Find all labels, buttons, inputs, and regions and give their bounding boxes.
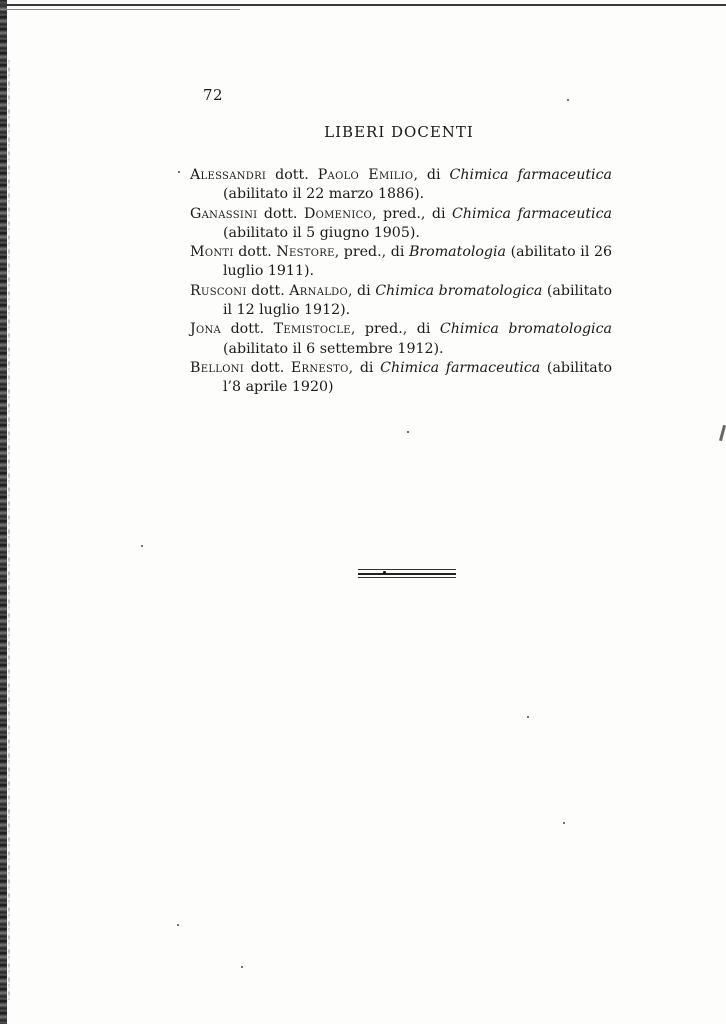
top-edge-rule	[0, 4, 726, 6]
entry-prefix: dott.	[244, 359, 291, 376]
list-item	[190, 320, 612, 359]
entry-subject: Chimica farmaceutica	[380, 359, 541, 376]
end-rule-ornament	[358, 569, 456, 578]
entry-tail: (abilitato l’8 aprile 1920)	[223, 359, 613, 396]
entry-given-name: Temistocle	[273, 321, 351, 338]
entry-surname: Alessandri	[190, 167, 267, 183]
scan-speck	[177, 924, 179, 926]
entry-subject: Chimica farmaceutica	[452, 205, 612, 222]
entry-middle: , pred., di	[350, 321, 440, 338]
entry-tail: (abilitato il 6 settembre 1912).	[223, 340, 444, 357]
entry-surname: Rusconi	[190, 282, 247, 299]
binding-edge	[0, 0, 7, 1024]
entry-middle: , pred., di	[334, 244, 409, 261]
entry-subject: Chimica farmaceutica	[449, 167, 612, 183]
entry-given-name: Paolo Emilio	[317, 167, 414, 183]
list-item	[190, 359, 612, 398]
entry-surname: Ganassini	[190, 205, 258, 222]
scan-speck	[241, 966, 243, 968]
entry-middle: , di	[413, 167, 450, 183]
list-item	[190, 243, 612, 282]
entry-prefix: dott.	[266, 167, 318, 183]
ornament-line-middle	[358, 573, 456, 575]
entry-given-name: Nestore	[276, 244, 335, 261]
list-item	[190, 166, 612, 205]
entry-surname: Jona	[190, 321, 222, 338]
ornament-line-bottom	[358, 577, 456, 578]
ornament-dot	[383, 571, 386, 574]
entry-tail: (abilitato il 22 marzo 1886).	[223, 186, 425, 203]
entry-middle: , di	[347, 282, 376, 299]
right-edge-mark	[719, 425, 726, 441]
entry-subject: Chimica bromatologica	[439, 321, 612, 338]
ornament-line-top	[358, 569, 456, 570]
entry-surname: Belloni	[190, 359, 245, 376]
section-header: LIBERI DOCENTI	[324, 123, 474, 141]
top-edge-rule-thin	[0, 9, 240, 10]
entry-prefix: dott.	[221, 321, 274, 338]
entry-prefix: dott.	[246, 282, 290, 299]
entry-subject: Chimica bromatologica	[375, 282, 543, 299]
scan-speck	[407, 431, 409, 433]
binding-shadow	[8, 60, 10, 1000]
list-item	[190, 205, 612, 244]
entry-prefix: dott.	[257, 205, 304, 222]
page-number: 72	[203, 86, 224, 104]
entry-given-name: Domenico	[303, 205, 373, 222]
docenti-list	[190, 166, 612, 398]
entry-tail: (abilitato il 26 luglio 1911).	[223, 244, 612, 280]
entry-subject: Bromatologia	[408, 244, 507, 261]
entry-middle: , di	[348, 359, 381, 376]
scan-speck	[141, 545, 143, 547]
entry-tail: (abilitato il 12 luglio 1912).	[223, 282, 612, 319]
entry-given-name: Ernesto	[290, 359, 349, 376]
scan-speck	[527, 716, 529, 718]
scan-speck	[567, 99, 569, 101]
list-item	[190, 282, 612, 321]
entry-prefix: dott.	[233, 244, 277, 261]
entry-given-name: Arnaldo	[289, 282, 348, 299]
entry-middle: , pred., di	[372, 205, 453, 222]
scan-speck	[563, 822, 565, 824]
entry-surname: Monti	[190, 244, 234, 261]
entry-tail: (abilitato il 5 giugno 1905).	[223, 224, 420, 241]
scan-speck	[178, 171, 180, 173]
